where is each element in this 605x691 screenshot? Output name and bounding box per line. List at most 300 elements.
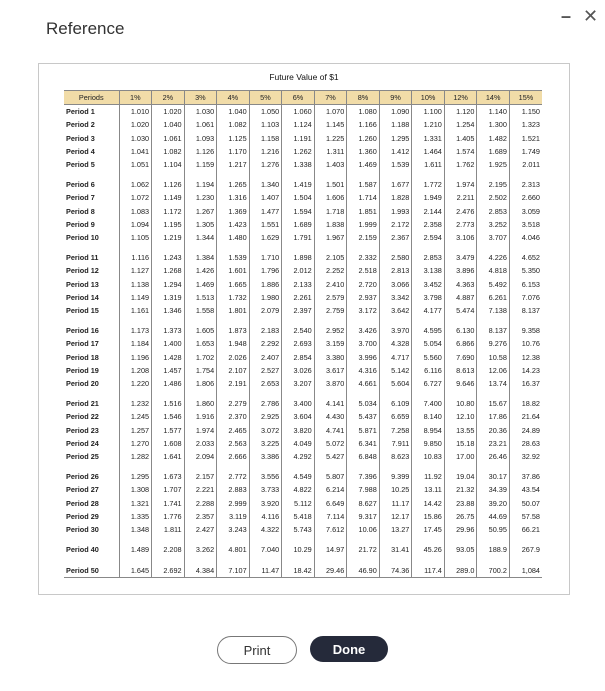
table-cell: 24.89 bbox=[521, 425, 540, 435]
spacer-cell bbox=[249, 171, 282, 178]
table-cell: 10.83 bbox=[412, 450, 445, 463]
table-cell: 1.513 bbox=[184, 291, 217, 304]
table-cell: 5.054 bbox=[412, 337, 445, 350]
table-cell: 13.74 bbox=[477, 377, 510, 390]
table-cell: 1.898 bbox=[282, 251, 315, 264]
table-cell: 1.268 bbox=[152, 264, 185, 277]
table-cell: 6.866 bbox=[444, 337, 477, 350]
table-cell: 1.873 bbox=[217, 324, 250, 337]
period-label: Period 40 bbox=[64, 543, 119, 556]
table-cell: 1.210 bbox=[412, 118, 445, 131]
period-label: Period 15 bbox=[64, 304, 119, 317]
table-cell: 1.980 bbox=[249, 291, 282, 304]
table-cell: 1.948 bbox=[217, 337, 250, 350]
table-row bbox=[64, 437, 542, 450]
table-cell: 3.870 bbox=[314, 377, 347, 390]
spacer-cell bbox=[444, 171, 477, 178]
table-cell: 1.539 bbox=[217, 251, 250, 264]
table-row bbox=[64, 397, 542, 410]
table-cell: 2.518 bbox=[347, 264, 380, 277]
table-cell: 1.254 bbox=[444, 118, 477, 131]
table-cell: 2.952 bbox=[314, 324, 347, 337]
table-cell: 1.577 bbox=[152, 424, 185, 437]
table-cell: 2.773 bbox=[444, 218, 477, 231]
table-cell: 1.601 bbox=[217, 264, 250, 277]
table-cell: 1.216 bbox=[249, 145, 282, 158]
table-cell: 3.059 bbox=[521, 206, 540, 216]
table-cell: 1.606 bbox=[314, 191, 347, 204]
spacer-cell bbox=[152, 171, 185, 178]
period-label: Period 9 bbox=[64, 218, 119, 231]
table-row bbox=[64, 470, 542, 483]
table-cell: 6.109 bbox=[379, 397, 412, 410]
table-cell: 188.9 bbox=[477, 543, 510, 556]
table-cell: 2.502 bbox=[477, 191, 510, 204]
table-cell: 1.710 bbox=[249, 251, 282, 264]
table-cell: 9.358 bbox=[521, 326, 540, 336]
table-cell: 57.58 bbox=[521, 511, 540, 521]
table-cell: 1.689 bbox=[477, 145, 510, 158]
table-cell: 21.32 bbox=[444, 483, 477, 496]
table-row bbox=[64, 337, 542, 350]
table-cell: 2.183 bbox=[249, 324, 282, 337]
table-cell: 2.221 bbox=[184, 483, 217, 496]
period-label: Period 16 bbox=[64, 324, 119, 337]
table-cell: 1.605 bbox=[184, 324, 217, 337]
table-cell: 1.030 bbox=[119, 132, 152, 145]
table-cell: 7.612 bbox=[314, 523, 347, 536]
spacer-cell bbox=[314, 317, 347, 324]
table-cell: 10.06 bbox=[347, 523, 380, 536]
table-header-row bbox=[64, 91, 542, 105]
table-cell: 4.801 bbox=[217, 543, 250, 556]
table-cell: 2.172 bbox=[379, 218, 412, 231]
spacer-cell bbox=[184, 244, 217, 251]
table-cell: 2.854 bbox=[282, 351, 315, 364]
spacer-cell bbox=[64, 536, 119, 543]
spacer-cell bbox=[477, 390, 510, 397]
table-cell: 9.276 bbox=[477, 337, 510, 350]
table-row bbox=[64, 132, 542, 145]
table-cell: 13.27 bbox=[379, 523, 412, 536]
minimize-icon[interactable]: – bbox=[561, 6, 572, 26]
table-cell: 2.211 bbox=[444, 191, 477, 204]
table-cell: 1.403 bbox=[314, 158, 347, 171]
table-cell: 3.252 bbox=[477, 218, 510, 231]
spacer-cell bbox=[314, 557, 347, 564]
table-cell: 1.539 bbox=[379, 158, 412, 171]
spacer-cell bbox=[217, 463, 250, 470]
table-cell: 10.29 bbox=[282, 543, 315, 556]
table-cell: 4.549 bbox=[282, 470, 315, 483]
table-cell: 7.138 bbox=[477, 304, 510, 317]
table-cell: 1.194 bbox=[184, 178, 217, 191]
spacer-cell bbox=[347, 536, 380, 543]
table-cell: 12.38 bbox=[521, 352, 540, 362]
table-row bbox=[64, 543, 542, 556]
table-cell: 1.776 bbox=[152, 510, 185, 523]
table-cell: 2.252 bbox=[314, 264, 347, 277]
table-row bbox=[64, 105, 542, 119]
table-cell: 66.21 bbox=[521, 525, 540, 535]
table-cell: 4.595 bbox=[412, 324, 445, 337]
table-cell: 1.208 bbox=[119, 364, 152, 377]
table-cell: 1.083 bbox=[119, 205, 152, 218]
group-spacer bbox=[64, 244, 542, 251]
column-header-rate: 8% bbox=[347, 91, 380, 105]
table-cell: 1.838 bbox=[314, 218, 347, 231]
table-cell: 2.666 bbox=[217, 450, 250, 463]
table-cell: 1.030 bbox=[184, 105, 217, 119]
table-cell: 1.469 bbox=[347, 158, 380, 171]
table-cell: 5.807 bbox=[314, 470, 347, 483]
table-cell: 1.172 bbox=[152, 205, 185, 218]
spacer-cell bbox=[379, 171, 412, 178]
table-cell: 6.153 bbox=[521, 279, 540, 289]
table-cell: 1.489 bbox=[119, 543, 152, 556]
spacer-cell bbox=[379, 463, 412, 470]
table-cell: 2.208 bbox=[152, 543, 185, 556]
table-cell: 1.150 bbox=[521, 107, 540, 117]
spacer-cell bbox=[347, 171, 380, 178]
table-cell: 3.106 bbox=[444, 231, 477, 244]
table-cell: 7.040 bbox=[249, 543, 282, 556]
table-cell: 2.195 bbox=[477, 178, 510, 191]
table-cell: 3.970 bbox=[379, 324, 412, 337]
table-cell: 1.400 bbox=[152, 337, 185, 350]
spacer-cell bbox=[347, 463, 380, 470]
table-cell: 1.260 bbox=[347, 132, 380, 145]
table-cell: 4.822 bbox=[282, 483, 315, 496]
table-cell: 1.551 bbox=[249, 218, 282, 231]
spacer-cell bbox=[314, 390, 347, 397]
table-row bbox=[64, 231, 542, 244]
table-cell: 1.140 bbox=[477, 105, 510, 119]
spacer-cell bbox=[444, 463, 477, 470]
table-cell: 1.225 bbox=[314, 132, 347, 145]
table-cell: 1,084 bbox=[509, 564, 542, 578]
close-icon[interactable]: ✕ bbox=[583, 6, 599, 26]
table-cell: 4.363 bbox=[444, 278, 477, 291]
spacer-cell bbox=[444, 390, 477, 397]
table-cell: 1.653 bbox=[184, 337, 217, 350]
spacer-cell bbox=[282, 557, 315, 564]
spacer-cell bbox=[282, 390, 315, 397]
spacer-cell bbox=[509, 244, 542, 251]
table-cell: 4.292 bbox=[282, 450, 315, 463]
reference-panel bbox=[38, 63, 570, 595]
spacer-cell bbox=[119, 463, 152, 470]
spacer-cell bbox=[64, 244, 119, 251]
table-cell: 1.323 bbox=[521, 120, 540, 130]
table-cell: 1.149 bbox=[119, 291, 152, 304]
table-cell: 5.034 bbox=[347, 397, 380, 410]
spacer-cell bbox=[412, 317, 445, 324]
table-cell: 1.070 bbox=[314, 105, 347, 119]
table-cell: 3.119 bbox=[217, 510, 250, 523]
table-cell: 1.061 bbox=[152, 132, 185, 145]
table-cell: 2.759 bbox=[314, 304, 347, 317]
table-cell: 2.079 bbox=[249, 304, 282, 317]
spacer-cell bbox=[444, 557, 477, 564]
table-cell: 17.86 bbox=[477, 410, 510, 423]
spacer-cell bbox=[249, 390, 282, 397]
table-cell: 3.896 bbox=[444, 264, 477, 277]
spacer-cell bbox=[249, 244, 282, 251]
table-cell: 1.082 bbox=[217, 118, 250, 131]
table-cell: 1.103 bbox=[249, 118, 282, 131]
group-spacer bbox=[64, 463, 542, 470]
period-label: Period 13 bbox=[64, 278, 119, 291]
group-spacer bbox=[64, 317, 542, 324]
table-cell: 4.046 bbox=[521, 233, 540, 243]
table-cell: 1.967 bbox=[314, 231, 347, 244]
table-cell: 2.925 bbox=[249, 410, 282, 423]
table-cell: 3.026 bbox=[282, 364, 315, 377]
table-cell: 5.492 bbox=[477, 278, 510, 291]
table-row bbox=[64, 178, 542, 191]
table-cell: 1.754 bbox=[184, 364, 217, 377]
table-cell: 4.741 bbox=[314, 424, 347, 437]
table-cell: 1.707 bbox=[152, 483, 185, 496]
table-cell: 1.062 bbox=[119, 178, 152, 191]
table-cell: 1.060 bbox=[282, 105, 315, 119]
spacer-cell bbox=[184, 463, 217, 470]
period-label: Period 26 bbox=[64, 470, 119, 483]
table-cell: 2.813 bbox=[379, 264, 412, 277]
column-header-rate: 5% bbox=[249, 91, 282, 105]
table-row bbox=[64, 351, 542, 364]
period-label: Period 8 bbox=[64, 205, 119, 218]
table-cell: 2.937 bbox=[347, 291, 380, 304]
table-cell: 1.611 bbox=[412, 158, 445, 171]
table-row bbox=[64, 450, 542, 463]
column-header-rate: 14% bbox=[477, 91, 510, 105]
group-spacer bbox=[64, 557, 542, 564]
table-cell: 10.58 bbox=[477, 351, 510, 364]
table-cell: 1.050 bbox=[249, 105, 282, 119]
table-cell: 3.820 bbox=[282, 424, 315, 437]
table-title: Future Value of $1 bbox=[269, 72, 339, 82]
table-cell: 44.69 bbox=[477, 510, 510, 523]
period-label: Period 19 bbox=[64, 364, 119, 377]
spacer-cell bbox=[444, 536, 477, 543]
spacer-cell bbox=[412, 536, 445, 543]
period-label: Period 27 bbox=[64, 483, 119, 496]
table-cell: 1.925 bbox=[477, 158, 510, 171]
table-cell: 6.727 bbox=[412, 377, 445, 390]
table-cell: 5.871 bbox=[347, 424, 380, 437]
table-cell: 1.384 bbox=[184, 251, 217, 264]
period-label: Period 23 bbox=[64, 424, 119, 437]
table-cell: 1.469 bbox=[184, 278, 217, 291]
spacer-cell bbox=[249, 463, 282, 470]
window-title: Reference bbox=[46, 19, 125, 38]
period-label: Period 2 bbox=[64, 118, 119, 131]
table-cell: 1.501 bbox=[314, 178, 347, 191]
spacer-cell bbox=[282, 244, 315, 251]
table-cell: 3.556 bbox=[249, 470, 282, 483]
table-cell: 7.114 bbox=[314, 510, 347, 523]
table-cell: 5.112 bbox=[282, 497, 315, 510]
table-cell: 1.718 bbox=[314, 205, 347, 218]
spacer-cell bbox=[249, 317, 282, 324]
spacer-cell bbox=[184, 557, 217, 564]
table-cell: 50.07 bbox=[521, 498, 540, 508]
table-cell: 2.660 bbox=[521, 193, 540, 203]
table-cell: 1.574 bbox=[444, 145, 477, 158]
table-cell: 2.033 bbox=[184, 437, 217, 450]
table-cell: 1.558 bbox=[184, 304, 217, 317]
table-cell: 1.267 bbox=[184, 205, 217, 218]
table-cell: 1.270 bbox=[119, 437, 152, 450]
table-cell: 2.999 bbox=[217, 497, 250, 510]
table-cell: 23.88 bbox=[444, 497, 477, 510]
table-cell: 1.860 bbox=[184, 397, 217, 410]
table-cell: 1.811 bbox=[152, 523, 185, 536]
period-label: Period 50 bbox=[64, 564, 119, 578]
table-cell: 3.207 bbox=[282, 377, 315, 390]
table-cell: 1.040 bbox=[217, 105, 250, 119]
table-cell: 1.369 bbox=[217, 205, 250, 218]
table-cell: 1.072 bbox=[119, 191, 152, 204]
table-cell: 11.92 bbox=[412, 470, 445, 483]
spacer-cell bbox=[152, 463, 185, 470]
table-cell: 1.230 bbox=[184, 191, 217, 204]
table-cell: 1.702 bbox=[184, 351, 217, 364]
table-cell: 2.579 bbox=[314, 291, 347, 304]
spacer-cell bbox=[119, 317, 152, 324]
table-cell: 2.261 bbox=[282, 291, 315, 304]
group-spacer bbox=[64, 171, 542, 178]
table-cell: 4.717 bbox=[379, 351, 412, 364]
column-header-rate: 2% bbox=[152, 91, 185, 105]
table-cell: 26.46 bbox=[477, 450, 510, 463]
spacer-cell bbox=[282, 463, 315, 470]
period-label: Period 22 bbox=[64, 410, 119, 423]
table-cell: 1.428 bbox=[152, 351, 185, 364]
period-label: Period 4 bbox=[64, 145, 119, 158]
table-cell: 1.276 bbox=[249, 158, 282, 171]
table-cell: 1.974 bbox=[444, 178, 477, 191]
spacer-cell bbox=[184, 317, 217, 324]
table-cell: 6.848 bbox=[347, 450, 380, 463]
table-cell: 5.474 bbox=[444, 304, 477, 317]
table-cell: 10.76 bbox=[521, 339, 540, 349]
table-cell: 2.157 bbox=[184, 470, 217, 483]
table-cell: 7.076 bbox=[521, 292, 540, 302]
table-cell: 9.399 bbox=[379, 470, 412, 483]
print-button[interactable]: Print bbox=[217, 636, 297, 664]
table-cell: 1.482 bbox=[477, 132, 510, 145]
table-row bbox=[64, 251, 542, 264]
table-cell: 1.126 bbox=[152, 178, 185, 191]
table-cell: 1.265 bbox=[217, 178, 250, 191]
spacer-cell bbox=[64, 171, 119, 178]
table-row bbox=[64, 424, 542, 437]
table-cell: 3.707 bbox=[477, 231, 510, 244]
spacer-cell bbox=[412, 557, 445, 564]
period-label: Period 17 bbox=[64, 337, 119, 350]
table-cell: 9.317 bbox=[347, 510, 380, 523]
table-cell: 6.649 bbox=[314, 497, 347, 510]
table-cell: 2.527 bbox=[249, 364, 282, 377]
table-cell: 5.072 bbox=[314, 437, 347, 450]
table-cell: 1.806 bbox=[184, 377, 217, 390]
done-button[interactable]: Done bbox=[310, 636, 388, 662]
spacer-cell bbox=[509, 557, 542, 564]
table-cell: 1.232 bbox=[119, 397, 152, 410]
table-cell: 3.733 bbox=[249, 483, 282, 496]
table-cell: 1.127 bbox=[119, 264, 152, 277]
table-cell: 1.477 bbox=[249, 205, 282, 218]
spacer-cell bbox=[217, 317, 250, 324]
table-cell: 28.63 bbox=[521, 438, 540, 448]
table-cell: 6.659 bbox=[379, 410, 412, 423]
table-cell: 1.331 bbox=[412, 132, 445, 145]
table-cell: 7.400 bbox=[412, 397, 445, 410]
spacer-cell bbox=[477, 536, 510, 543]
table-cell: 1.335 bbox=[119, 510, 152, 523]
table-cell: 1.282 bbox=[119, 450, 152, 463]
table-cell: 1.195 bbox=[152, 218, 185, 231]
table-cell: 1.020 bbox=[119, 118, 152, 131]
table-cell: 1.464 bbox=[412, 145, 445, 158]
spacer-cell bbox=[509, 390, 542, 397]
table-cell: 3.479 bbox=[444, 251, 477, 264]
table-row bbox=[64, 497, 542, 510]
table-cell: 13.11 bbox=[412, 483, 445, 496]
table-cell: 1.105 bbox=[119, 231, 152, 244]
table-cell: 43.54 bbox=[521, 485, 540, 495]
table-cell: 1.346 bbox=[152, 304, 185, 317]
table-cell: 1.426 bbox=[184, 264, 217, 277]
spacer-cell bbox=[314, 244, 347, 251]
period-label: Period 7 bbox=[64, 191, 119, 204]
spacer-cell bbox=[217, 536, 250, 543]
table-row bbox=[64, 523, 542, 536]
table-cell: 1.191 bbox=[282, 132, 315, 145]
table-row bbox=[64, 118, 542, 131]
table-cell: 12.06 bbox=[477, 364, 510, 377]
table-cell: 3.262 bbox=[184, 543, 217, 556]
table-cell: 4.177 bbox=[412, 304, 445, 317]
table-cell: 3.920 bbox=[249, 497, 282, 510]
spacer-cell bbox=[379, 557, 412, 564]
table-cell: 3.996 bbox=[347, 351, 380, 364]
table-cell: 18.82 bbox=[521, 399, 540, 409]
table-cell: 26.75 bbox=[444, 510, 477, 523]
table-cell: 2.465 bbox=[217, 424, 250, 437]
table-cell: 1.486 bbox=[152, 377, 185, 390]
table-cell: 2.107 bbox=[217, 364, 250, 377]
spacer-cell bbox=[314, 171, 347, 178]
spacer-cell bbox=[282, 171, 315, 178]
table-cell: 20.36 bbox=[477, 424, 510, 437]
table-cell: 93.05 bbox=[444, 543, 477, 556]
spacer-cell bbox=[119, 171, 152, 178]
table-cell: 2.594 bbox=[412, 231, 445, 244]
column-header-rate: 9% bbox=[379, 91, 412, 105]
table-cell: 5.418 bbox=[282, 510, 315, 523]
table-cell: 1.094 bbox=[119, 218, 152, 231]
table-cell: 46.90 bbox=[347, 564, 380, 578]
table-cell: 1.594 bbox=[282, 205, 315, 218]
table-cell: 1.104 bbox=[152, 158, 185, 171]
table-cell: 1.828 bbox=[379, 191, 412, 204]
table-cell: 2.580 bbox=[379, 251, 412, 264]
spacer-cell bbox=[379, 317, 412, 324]
